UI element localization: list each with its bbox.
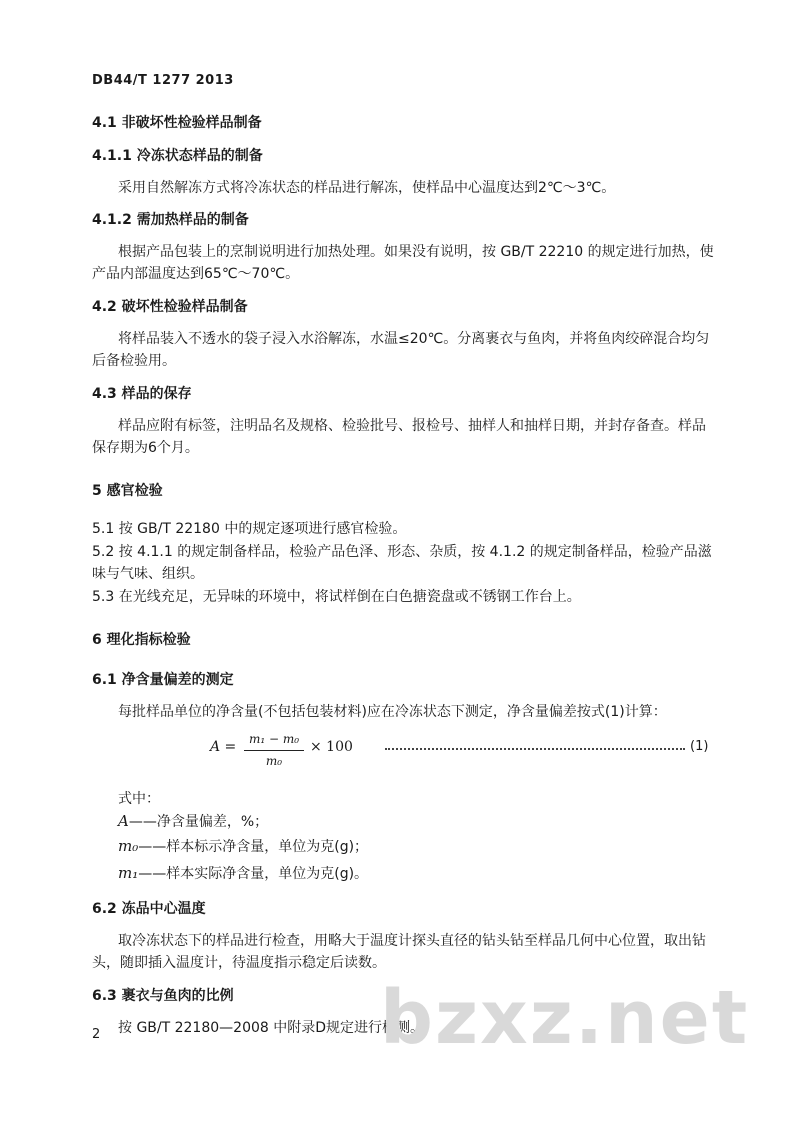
section-6-3-text: 按 GB/T 22180—2008 中附录D规定进行检测。 bbox=[118, 1020, 425, 1036]
section-6-2-title: 6.2 冻品中心温度 bbox=[92, 901, 206, 917]
formula-lhs: A = bbox=[210, 739, 237, 755]
section-4-2-text-line1: 将样品装入不透水的袋子浸入水浴解冻，水温≤20℃。分离裹衣与鱼肉，并将鱼肉绞碎混合均匀 bbox=[118, 331, 710, 347]
section-6-2-text-line2: 头，随即插入温度计，待温度指示稳定后读数。 bbox=[92, 955, 386, 971]
formula-leader-dots bbox=[385, 740, 685, 750]
section-4-2-title: 4.2 破坏性检验样品制备 bbox=[92, 299, 248, 315]
formula-where-label: 式中： bbox=[118, 791, 160, 807]
section-4-1-2-text-line1: 根据产品包装上的烹制说明进行加热处理。如果没有说明，按 GB/T 22210 的规定进行加热，使 bbox=[118, 244, 714, 260]
section-6-3-title: 6.3 裹衣与鱼肉的比例 bbox=[92, 988, 234, 1004]
definition-symbol: m₀ bbox=[118, 837, 139, 855]
formula-denominator: m₀ bbox=[265, 754, 283, 768]
section-4-3-text-line1: 样品应附有标签，注明品名及规格、检验批号、报检号、抽样人和抽样日期，并封存备查。样品 bbox=[118, 418, 706, 434]
section-5-1: 5.1 按 GB/T 22180 中的规定逐项进行感官检验。 bbox=[92, 521, 407, 537]
section-4-3-text-line2: 保存期为6个月。 bbox=[92, 440, 199, 456]
section-4-1-title: 4.1 非破坏性检验样品制备 bbox=[92, 115, 262, 131]
section-5-2-line2: 味与气味、组织。 bbox=[92, 566, 204, 582]
formula-multiplier: × 100 bbox=[310, 739, 353, 755]
definition-row bbox=[118, 864, 368, 883]
definition-text: ——净含量偏差，%； bbox=[128, 814, 269, 830]
section-4-3-title: 4.3 样品的保存 bbox=[92, 386, 192, 402]
document-header-code: DB44/T 1277 2013 bbox=[92, 73, 234, 88]
section-5-title: 5 感官检验 bbox=[92, 483, 163, 499]
formula-number: (1) bbox=[690, 739, 709, 754]
definition-text: ——样本标示净含量，单位为克(g)； bbox=[138, 839, 369, 855]
page-number: 2 bbox=[92, 1027, 101, 1042]
section-4-1-1-text: 采用自然解冻方式将冷冻状态的样品进行解冻，使样品中心温度达到2℃～3℃。 bbox=[118, 180, 616, 196]
definition-symbol: A bbox=[118, 812, 129, 830]
section-4-1-2-title: 4.1.2 需加热样品的制备 bbox=[92, 212, 249, 228]
section-4-1-1-title: 4.1.1 冷冻状态样品的制备 bbox=[92, 148, 263, 164]
section-5-3: 5.3 在光线充足，无异味的环境中，将试样倒在白色搪瓷盘或不锈钢工作台上。 bbox=[92, 589, 581, 605]
definition-row bbox=[118, 812, 268, 831]
definition-symbol: m₁ bbox=[118, 864, 139, 882]
section-6-1-text: 每批样品单位的净含量(不包括包装材料)应在冷冻状态下测定，净含量偏差按式(1)计算： bbox=[118, 704, 667, 720]
section-4-2-text-line2: 后备检验用。 bbox=[92, 353, 176, 369]
formula-1 bbox=[210, 730, 720, 780]
section-6-2-text-line1: 取冷冻状态下的样品进行检查，用略大于温度计探头直径的钻头钻至样品几何中心位置，取出钻 bbox=[118, 933, 706, 949]
section-6-1-title: 6.1 净含量偏差的测定 bbox=[92, 672, 234, 688]
section-6-title: 6 理化指标检验 bbox=[92, 632, 191, 648]
definition-row bbox=[118, 837, 368, 856]
formula-numerator: m₁ − m₀ bbox=[248, 732, 300, 746]
section-4-1-2-text-line2: 产品内部温度达到65℃～70℃。 bbox=[92, 266, 300, 282]
watermark: bzxz.net bbox=[380, 975, 750, 1061]
fraction-bar bbox=[244, 750, 304, 751]
section-5-2-line1: 5.2 按 4.1.1 的规定制备样品，检验产品色泽、形态、杂质，按 4.1.2 的规定制备样品，检验产品滋 bbox=[92, 544, 712, 560]
definition-text: ——样本实际净含量，单位为克(g)。 bbox=[138, 866, 369, 882]
